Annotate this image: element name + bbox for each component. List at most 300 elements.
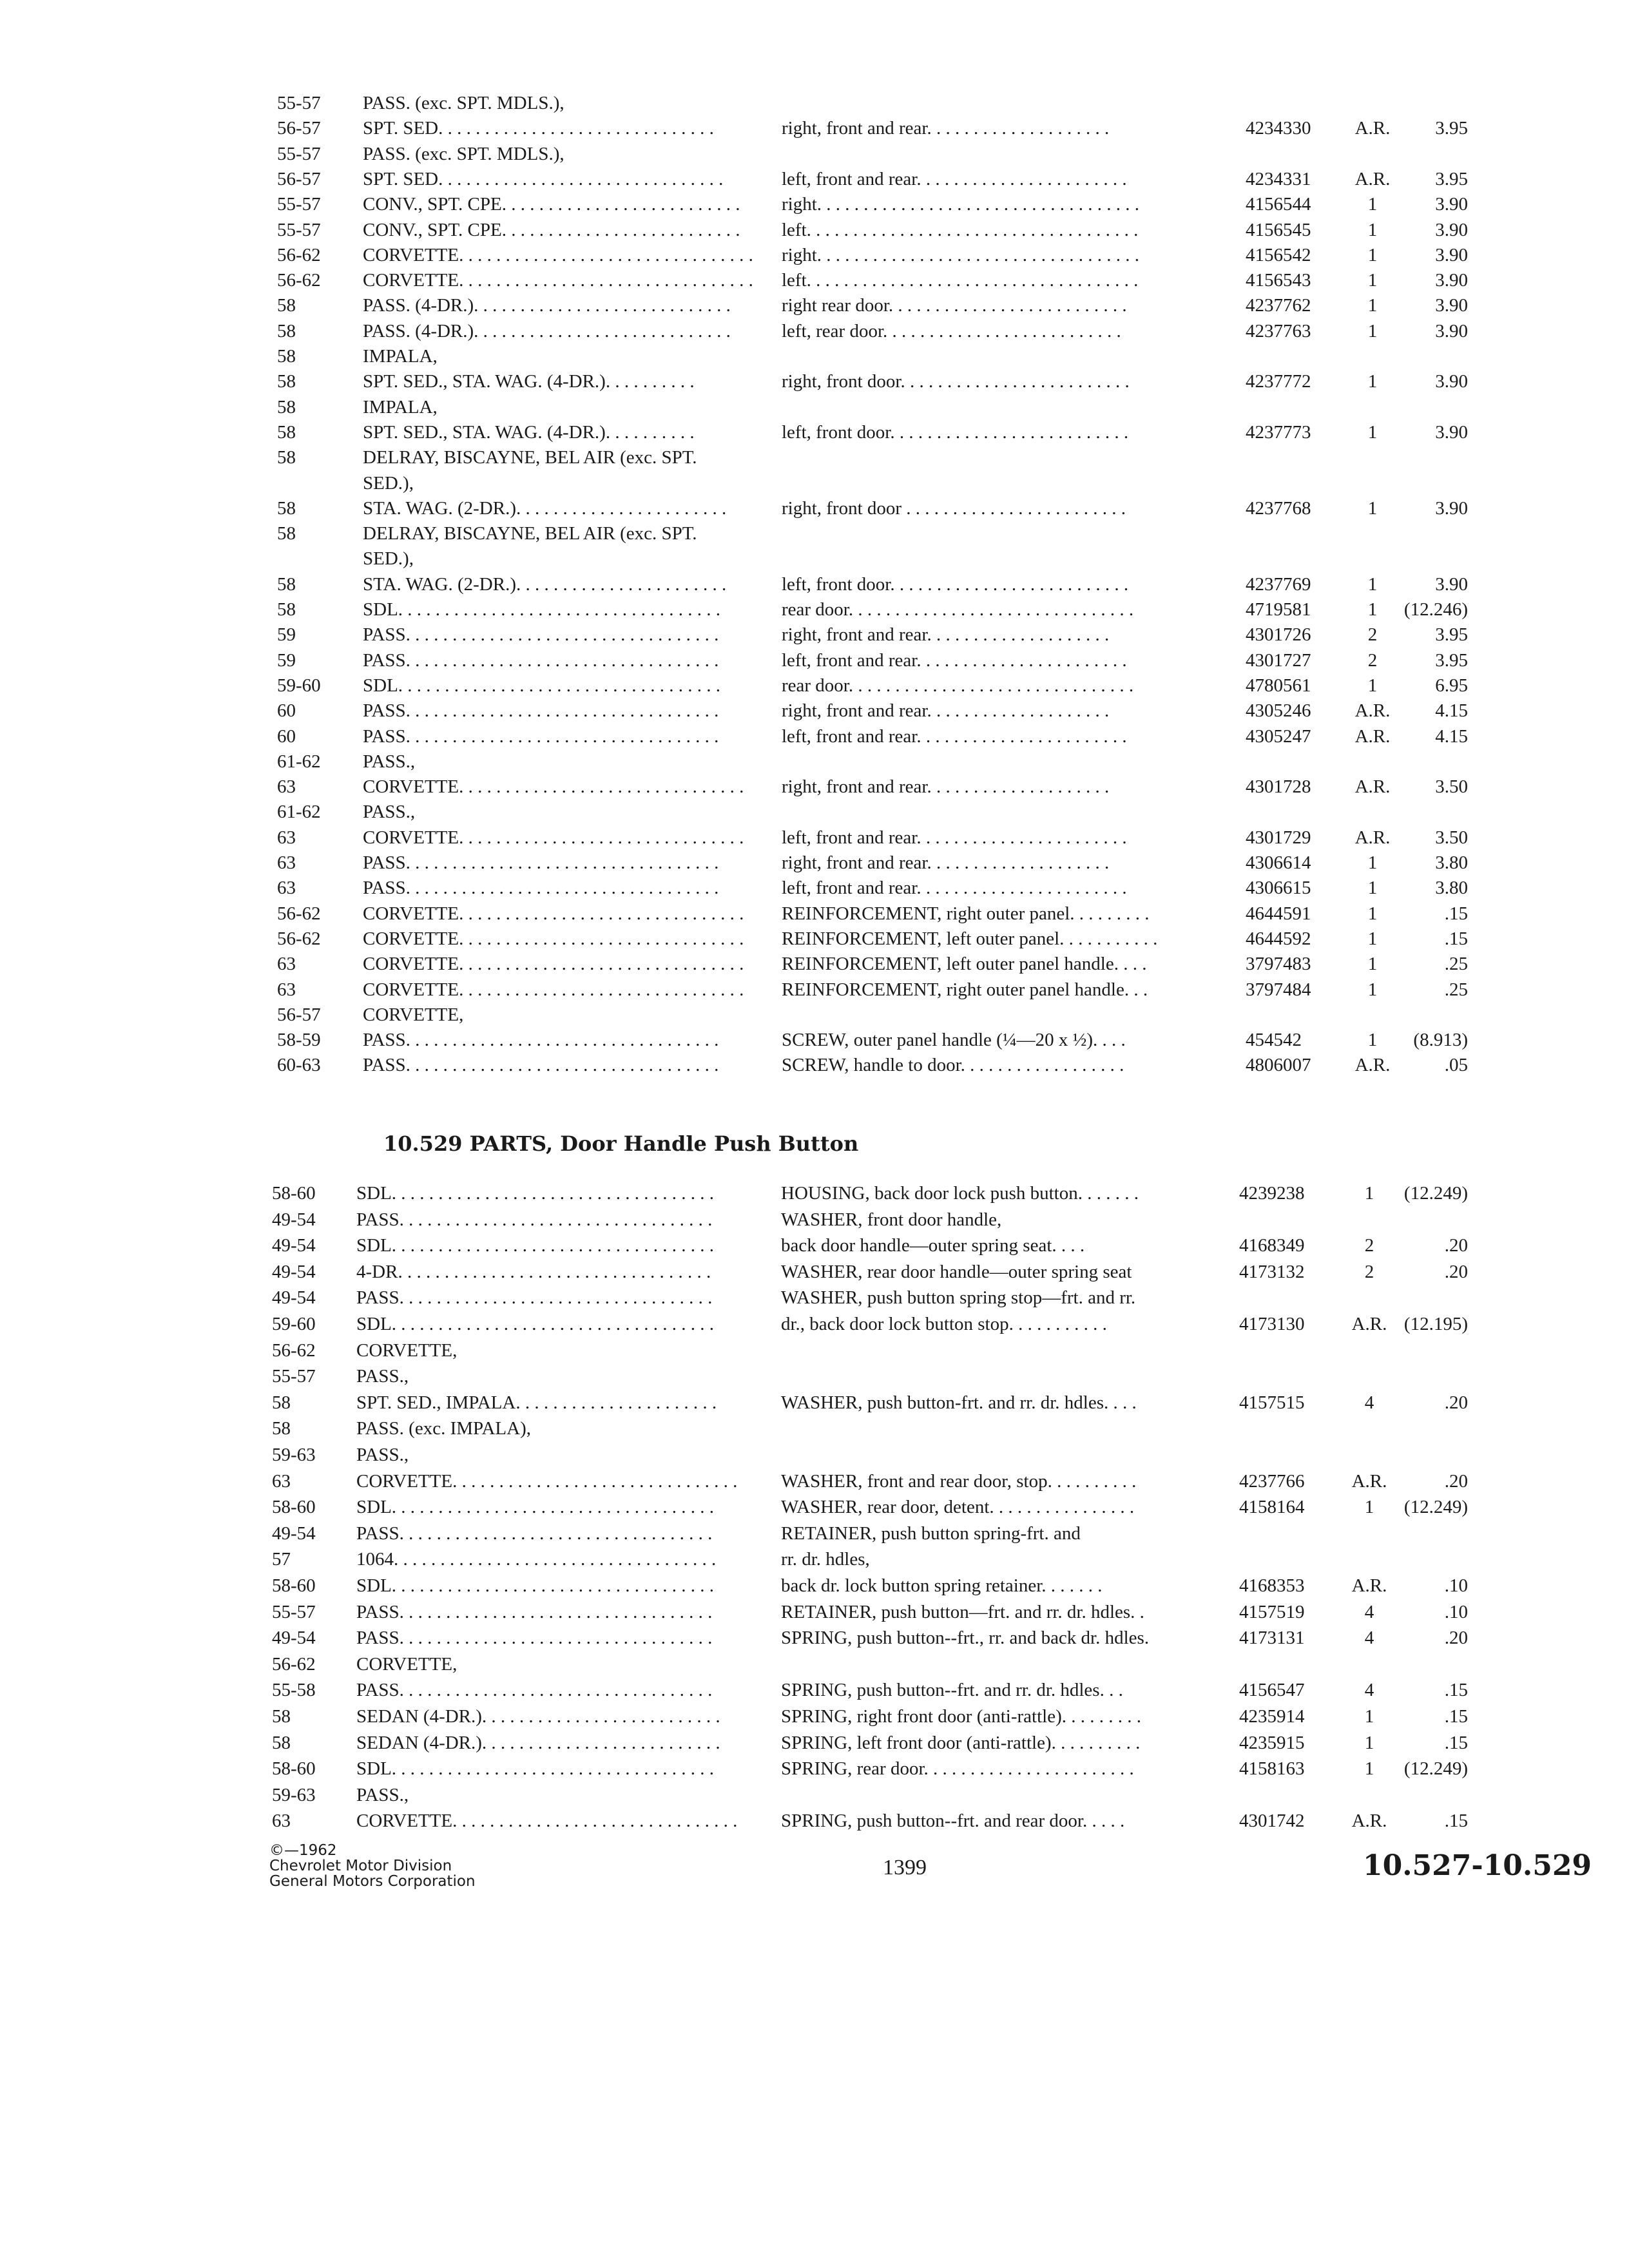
row-model: PASS. . . . . . . . . . . . . . . . . . . . . . . . . . . . . . . . . . [363, 1030, 719, 1051]
row-years: 59-63 [272, 1445, 316, 1465]
parts-row [0, 1730, 1629, 1756]
row-part-number: 4173130 [1239, 1314, 1305, 1334]
row-description: REINFORCEMENT, left outer panel handle. . . . [782, 954, 1147, 975]
row-description: rear door. . . . . . . . . . . . . . . . . . . . . . . . . . . . . . . [782, 675, 1134, 696]
row-quantity: 1 [1367, 878, 1378, 899]
row-years: 58-60 [272, 1497, 316, 1518]
row-description: left. . . . . . . . . . . . . . . . . . . . . . . . . . . . . . . . . . . . [782, 219, 1139, 240]
row-years: 60-63 [277, 1055, 321, 1076]
parts-row [0, 546, 1629, 572]
row-model: PASS. . . . . . . . . . . . . . . . . . . . . . . . . . . . . . . . . . [356, 1628, 713, 1649]
row-part-number: 4156543 [1246, 270, 1311, 291]
row-price: (8.913) [1413, 1030, 1468, 1051]
row-part-number: 4156544 [1246, 194, 1311, 215]
row-description: REINFORCEMENT, right outer panel handle. . . [782, 979, 1148, 1000]
row-quantity: A.R. [1354, 700, 1391, 722]
row-quantity: A.R. [1354, 1055, 1391, 1076]
row-price: 3.95 [1435, 118, 1468, 139]
row-model: SPT. SED., STA. WAG. (4-DR.). . . . . . . . . . [363, 421, 695, 443]
row-part-number: 4301728 [1246, 776, 1311, 798]
row-model: PASS. . . . . . . . . . . . . . . . . . . . . . . . . . . . . . . . . . [363, 1055, 719, 1076]
row-part-number: 4644592 [1246, 928, 1311, 949]
row-model: SDL. . . . . . . . . . . . . . . . . . . . . . . . . . . . . . . . . . . [356, 1497, 715, 1518]
row-years: 56-62 [277, 270, 321, 291]
row-years: 55-57 [277, 219, 321, 240]
row-part-number: 4305246 [1246, 700, 1311, 722]
row-part-number: 4156547 [1239, 1680, 1305, 1701]
row-price: 3.95 [1435, 649, 1468, 671]
row-price: .20 [1444, 1628, 1468, 1649]
row-years: 49-54 [272, 1235, 316, 1256]
parts-row [0, 1808, 1629, 1834]
row-part-number: 4168353 [1239, 1575, 1305, 1596]
parts-row [0, 774, 1629, 800]
parts-row [0, 1311, 1629, 1337]
row-price: (12.249) [1403, 1497, 1468, 1518]
row-price: 3.90 [1435, 573, 1468, 595]
row-years: 49-54 [272, 1287, 316, 1309]
row-quantity: 1 [1364, 1732, 1374, 1753]
row-years: 56-62 [277, 928, 321, 949]
row-quantity: 1 [1367, 270, 1378, 291]
parts-row [0, 293, 1629, 318]
row-part-number: 454542 [1246, 1030, 1302, 1051]
row-years: 56-57 [277, 168, 321, 189]
parts-row [0, 419, 1629, 445]
row-part-number: 4237769 [1246, 573, 1311, 595]
row-model: PASS. . . . . . . . . . . . . . . . . . . . . . . . . . . . . . . . . . [363, 878, 719, 899]
row-price: 3.50 [1435, 776, 1468, 798]
row-model: CORVETTE. . . . . . . . . . . . . . . . . . . . . . . . . . . . . . . [363, 776, 744, 798]
row-quantity: 1 [1367, 1030, 1378, 1051]
row-part-number: 4158163 [1239, 1758, 1305, 1780]
row-description: REINFORCEMENT, left outer panel. . . . . . . . . . . [782, 928, 1158, 949]
row-part-number: 4237773 [1246, 421, 1311, 443]
row-description: right. . . . . . . . . . . . . . . . . . . . . . . . . . . . . . . . . . . [782, 244, 1140, 265]
row-years: 57 [272, 1549, 291, 1570]
parts-row [0, 1442, 1629, 1468]
row-model: PASS., [363, 802, 416, 823]
row-description: right, front and rear. . . . . . . . . . . . . . . . . . . . [782, 624, 1110, 646]
row-model: CORVETTE, [356, 1340, 458, 1361]
row-price: 3.95 [1435, 624, 1468, 646]
row-model: PASS. . . . . . . . . . . . . . . . . . . . . . . . . . . . . . . . . . [356, 1523, 713, 1544]
row-model: SED.), [363, 472, 414, 494]
parts-row [0, 875, 1629, 901]
row-years: 56-62 [277, 903, 321, 924]
row-quantity: 4 [1364, 1680, 1374, 1701]
row-quantity: A.R. [1354, 726, 1391, 747]
row-model: 4-DR. . . . . . . . . . . . . . . . . . . . . . . . . . . . . . . . . . [356, 1261, 711, 1282]
page-number: 1399 [883, 1856, 927, 1879]
row-years: 58 [277, 346, 296, 367]
row-description: WASHER, rear door handle—outer spring seat [781, 1261, 1132, 1282]
parts-row [0, 394, 1629, 420]
row-part-number: 4173132 [1239, 1261, 1305, 1282]
parts-row [0, 242, 1629, 268]
row-model: PASS. (exc. SPT. MDLS.), [363, 143, 564, 164]
row-years: 55-57 [272, 1366, 316, 1387]
row-quantity: 1 [1367, 421, 1378, 443]
row-part-number: 4157519 [1239, 1601, 1305, 1622]
row-price: 3.90 [1435, 244, 1468, 265]
row-quantity: 4 [1364, 1392, 1374, 1413]
row-years: 59-63 [272, 1784, 316, 1805]
row-model: CONV., SPT. CPE. . . . . . . . . . . . . . . . . . . . . . . . . . [363, 194, 740, 215]
row-model: SPT. SED. . . . . . . . . . . . . . . . . . . . . . . . . . . . . . [363, 118, 714, 139]
row-model: PASS., [356, 1366, 409, 1387]
row-price: .05 [1444, 1055, 1468, 1076]
parts-row [0, 1207, 1629, 1233]
parts-row [0, 850, 1629, 876]
row-description: rr. dr. hdles, [781, 1549, 870, 1570]
row-model: CORVETTE. . . . . . . . . . . . . . . . . . . . . . . . . . . . . . . . [363, 270, 753, 291]
row-quantity: A.R. [1354, 776, 1391, 798]
row-part-number: 3797484 [1246, 979, 1311, 1000]
row-price: 4.15 [1435, 700, 1468, 722]
row-price: 3.90 [1435, 295, 1468, 316]
row-years: 58-60 [272, 1183, 316, 1204]
row-years: 56-62 [272, 1340, 316, 1361]
row-description: SCREW, outer panel handle (¼—20 x ½). . . . [782, 1030, 1126, 1051]
parts-row [0, 217, 1629, 243]
row-model: CORVETTE. . . . . . . . . . . . . . . . . . . . . . . . . . . . . . . . [363, 244, 753, 265]
row-part-number: 4306615 [1246, 878, 1311, 899]
row-part-number: 4235915 [1239, 1732, 1305, 1753]
row-model: STA. WAG. (2-DR.). . . . . . . . . . . . . . . . . . . . . . . [363, 497, 727, 519]
row-years: 63 [272, 1811, 291, 1832]
row-model: SDL. . . . . . . . . . . . . . . . . . . . . . . . . . . . . . . . . . . [356, 1183, 715, 1204]
row-price: 3.90 [1435, 421, 1468, 443]
row-description: WASHER, rear door, detent. . . . . . . . . . . . . . . . [781, 1497, 1135, 1518]
row-model: CONV., SPT. CPE. . . . . . . . . . . . . . . . . . . . . . . . . . [363, 219, 740, 240]
parts-row [0, 698, 1629, 724]
row-price: 3.90 [1435, 497, 1468, 519]
row-model: PASS., [356, 1784, 409, 1805]
row-price: .10 [1444, 1575, 1468, 1596]
parts-row [0, 799, 1629, 825]
row-part-number: 4156542 [1246, 244, 1311, 265]
row-model: PASS. . . . . . . . . . . . . . . . . . . . . . . . . . . . . . . . . . [356, 1287, 713, 1309]
row-price: 3.80 [1435, 878, 1468, 899]
row-quantity: 1 [1367, 928, 1378, 949]
row-model: SEDAN (4-DR.). . . . . . . . . . . . . . . . . . . . . . . . . . [356, 1706, 720, 1727]
row-description: left. . . . . . . . . . . . . . . . . . . . . . . . . . . . . . . . . . . . [782, 270, 1139, 291]
row-part-number: 3797483 [1246, 954, 1311, 975]
parts-row [0, 90, 1629, 116]
parts-row [0, 1625, 1629, 1651]
row-description: left, front and rear. . . . . . . . . . . . . . . . . . . . . . . [782, 649, 1127, 671]
parts-row [0, 901, 1629, 927]
row-description: right, front and rear. . . . . . . . . . . . . . . . . . . . [782, 700, 1110, 722]
row-price: 3.90 [1435, 320, 1468, 341]
row-price: .15 [1444, 1680, 1468, 1701]
row-description: REINFORCEMENT, right outer panel. . . . . . . . . [782, 903, 1150, 924]
parts-row [0, 673, 1629, 698]
row-price: .15 [1444, 1732, 1468, 1753]
row-years: 59-60 [277, 675, 321, 696]
row-years: 58 [277, 573, 296, 595]
parts-row [0, 1259, 1629, 1285]
parts-row [0, 267, 1629, 293]
parts-row [0, 141, 1629, 167]
row-part-number: 4780561 [1246, 675, 1311, 696]
row-description: HOUSING, back door lock push button. . . . . . . [781, 1183, 1139, 1204]
row-description: right, front door . . . . . . . . . . . . . . . . . . . . . . . . [782, 497, 1126, 519]
row-description: WASHER, push button spring stop—frt. and rr. [781, 1287, 1136, 1309]
row-years: 58 [277, 421, 296, 443]
parts-row [0, 191, 1629, 217]
row-years: 59 [277, 649, 296, 671]
row-price: .15 [1444, 1811, 1468, 1832]
row-quantity: 1 [1367, 903, 1378, 924]
row-years: 56-62 [272, 1653, 316, 1675]
row-description: RETAINER, push button—frt. and rr. dr. hdles. . [781, 1601, 1144, 1622]
row-quantity: A.R. [1354, 827, 1391, 848]
row-quantity: 1 [1364, 1497, 1374, 1518]
row-quantity: 2 [1367, 649, 1378, 671]
row-part-number: 4237766 [1239, 1470, 1305, 1492]
row-part-number: 4237768 [1246, 497, 1311, 519]
section-title: 10.529 PARTS, Door Handle Push Button [383, 1131, 859, 1156]
row-description: rear door. . . . . . . . . . . . . . . . . . . . . . . . . . . . . . . [782, 599, 1134, 620]
row-quantity: 1 [1367, 599, 1378, 620]
parts-row [0, 926, 1629, 952]
parts-row [0, 1521, 1629, 1546]
row-quantity: 4 [1364, 1601, 1374, 1622]
row-years: 58 [272, 1418, 291, 1439]
parts-row [0, 1573, 1629, 1599]
row-quantity: 1 [1367, 295, 1378, 316]
parts-row [0, 1363, 1629, 1389]
row-description: right, front and rear. . . . . . . . . . . . . . . . . . . . [782, 118, 1110, 139]
row-description: WASHER, push button-frt. and rr. dr. hdles. . . . [781, 1392, 1137, 1413]
row-model: PASS. . . . . . . . . . . . . . . . . . . . . . . . . . . . . . . . . . [363, 726, 719, 747]
row-quantity: 1 [1367, 371, 1378, 392]
row-years: 59-60 [272, 1314, 316, 1334]
row-years: 49-54 [272, 1209, 316, 1230]
row-years: 63 [277, 776, 296, 798]
row-quantity: 2 [1364, 1235, 1374, 1256]
row-quantity: 1 [1367, 219, 1378, 240]
row-description: right. . . . . . . . . . . . . . . . . . . . . . . . . . . . . . . . . . . [782, 194, 1140, 215]
row-model: CORVETTE. . . . . . . . . . . . . . . . . . . . . . . . . . . . . . . [363, 928, 744, 949]
row-description: SPRING, right front door (anti-rattle). . . . . . . . . [781, 1706, 1141, 1727]
row-years: 55-58 [272, 1680, 316, 1701]
row-quantity: 1 [1367, 573, 1378, 595]
row-model: DELRAY, BISCAYNE, BEL AIR (exc. SPT. [363, 447, 697, 468]
parts-row [0, 825, 1629, 850]
parts-row [0, 951, 1629, 977]
row-price: .20 [1444, 1261, 1468, 1282]
row-years: 49-54 [272, 1523, 316, 1544]
parts-row [0, 572, 1629, 597]
row-model: PASS., [356, 1445, 409, 1465]
row-model: SDL. . . . . . . . . . . . . . . . . . . . . . . . . . . . . . . . . . . [363, 675, 721, 696]
row-years: 55-57 [272, 1601, 316, 1622]
row-years: 56-62 [277, 244, 321, 265]
row-description: WASHER, front door handle, [781, 1209, 1002, 1230]
row-years: 56-57 [277, 118, 321, 139]
row-quantity: 1 [1364, 1706, 1374, 1727]
row-description: SPRING, push button--frt. and rear door. . . . . [781, 1811, 1125, 1832]
row-years: 60 [277, 700, 296, 722]
row-model: PASS. . . . . . . . . . . . . . . . . . . . . . . . . . . . . . . . . . [363, 649, 719, 671]
row-part-number: 4239238 [1239, 1183, 1305, 1204]
row-years: 60 [277, 726, 296, 747]
row-price: .20 [1444, 1235, 1468, 1256]
parts-row [0, 521, 1629, 546]
row-quantity: 1 [1367, 244, 1378, 265]
row-price: .25 [1444, 954, 1468, 975]
row-model: 1064. . . . . . . . . . . . . . . . . . . . . . . . . . . . . . . . . . . [356, 1549, 717, 1570]
row-quantity: 1 [1367, 675, 1378, 696]
parts-row [0, 1704, 1629, 1729]
row-quantity: 1 [1367, 194, 1378, 215]
row-model: PASS. . . . . . . . . . . . . . . . . . . . . . . . . . . . . . . . . . [356, 1209, 713, 1230]
row-model: PASS. (4-DR.). . . . . . . . . . . . . . . . . . . . . . . . . . . . [363, 320, 731, 341]
row-part-number: 4305247 [1246, 726, 1311, 747]
row-years: 58 [272, 1732, 291, 1753]
row-model: IMPALA, [363, 346, 438, 367]
parts-row [0, 1285, 1629, 1311]
row-model: PASS. (exc. IMPALA), [356, 1418, 531, 1439]
row-description: left, rear door. . . . . . . . . . . . . . . . . . . . . . . . . . [782, 320, 1121, 341]
row-years: 61-62 [277, 751, 321, 772]
row-model: PASS. . . . . . . . . . . . . . . . . . . . . . . . . . . . . . . . . . [356, 1680, 713, 1701]
row-years: 58 [277, 497, 296, 519]
row-price: .10 [1444, 1601, 1468, 1622]
footer-copyright: ©—1962 [269, 1842, 337, 1859]
row-description: left, front and rear. . . . . . . . . . . . . . . . . . . . . . . [782, 827, 1127, 848]
row-price: (12.195) [1403, 1314, 1468, 1334]
row-model: SDL. . . . . . . . . . . . . . . . . . . . . . . . . . . . . . . . . . . [356, 1235, 715, 1256]
row-model: CORVETTE. . . . . . . . . . . . . . . . . . . . . . . . . . . . . . . [363, 979, 744, 1000]
row-quantity: 1 [1367, 497, 1378, 519]
parts-row [0, 1546, 1629, 1572]
row-years: 63 [277, 827, 296, 848]
row-part-number: 4235914 [1239, 1706, 1305, 1727]
row-price: .20 [1444, 1470, 1468, 1492]
parts-row [0, 749, 1629, 774]
row-years: 58-60 [272, 1758, 316, 1780]
row-years: 63 [277, 979, 296, 1000]
row-price: 3.80 [1435, 852, 1468, 873]
row-model: IMPALA, [363, 396, 438, 418]
row-price: .15 [1444, 928, 1468, 949]
row-model: STA. WAG. (2-DR.). . . . . . . . . . . . . . . . . . . . . . . [363, 573, 727, 595]
row-years: 49-54 [272, 1628, 316, 1649]
parts-row [0, 1599, 1629, 1625]
row-part-number: 4156545 [1246, 219, 1311, 240]
row-quantity: 1 [1367, 320, 1378, 341]
row-part-number: 4301729 [1246, 827, 1311, 848]
row-price: 6.95 [1435, 675, 1468, 696]
row-part-number: 4301727 [1246, 649, 1311, 671]
row-part-number: 4301726 [1246, 624, 1311, 646]
row-quantity: A.R. [1351, 1575, 1387, 1596]
row-model: CORVETTE. . . . . . . . . . . . . . . . . . . . . . . . . . . . . . . [356, 1811, 738, 1832]
row-part-number: 4237772 [1246, 371, 1311, 392]
parts-row [0, 1651, 1629, 1677]
parts-row [0, 1180, 1629, 1206]
row-model: DELRAY, BISCAYNE, BEL AIR (exc. SPT. [363, 523, 697, 544]
row-price: .15 [1444, 903, 1468, 924]
row-description: RETAINER, push button spring-frt. and [781, 1523, 1081, 1544]
row-price: (12.249) [1403, 1758, 1468, 1780]
row-model: PASS. . . . . . . . . . . . . . . . . . . . . . . . . . . . . . . . . . [363, 852, 719, 873]
row-years: 55-57 [277, 194, 321, 215]
row-quantity: 1 [1367, 979, 1378, 1000]
row-description: WASHER, front and rear door, stop. . . . . . . . . . [781, 1470, 1137, 1492]
row-model: CORVETTE. . . . . . . . . . . . . . . . . . . . . . . . . . . . . . . [363, 954, 744, 975]
parts-row [0, 1027, 1629, 1053]
row-model: CORVETTE. . . . . . . . . . . . . . . . . . . . . . . . . . . . . . . [363, 827, 744, 848]
row-price: 4.15 [1435, 726, 1468, 747]
row-part-number: 4234330 [1246, 118, 1311, 139]
row-years: 58-59 [277, 1030, 321, 1051]
row-model: SDL. . . . . . . . . . . . . . . . . . . . . . . . . . . . . . . . . . . [356, 1758, 715, 1780]
footer-division: Chevrolet Motor Division [269, 1858, 452, 1874]
row-years: 63 [272, 1470, 291, 1492]
row-model: SED.), [363, 548, 414, 570]
row-quantity: 1 [1367, 954, 1378, 975]
row-quantity: A.R. [1351, 1314, 1387, 1334]
parts-row [0, 1233, 1629, 1258]
row-description: left, front and rear. . . . . . . . . . . . . . . . . . . . . . . [782, 726, 1127, 747]
row-model: SDL. . . . . . . . . . . . . . . . . . . . . . . . . . . . . . . . . . . [356, 1314, 715, 1334]
row-model: PASS. . . . . . . . . . . . . . . . . . . . . . . . . . . . . . . . . . [363, 700, 719, 722]
parts-row [0, 1390, 1629, 1416]
row-description: left, front and rear. . . . . . . . . . . . . . . . . . . . . . . [782, 168, 1127, 189]
footer-publisher [269, 1843, 476, 1889]
row-description: SCREW, handle to door. . . . . . . . . . . . . . . . . . [782, 1055, 1124, 1076]
row-price: .20 [1444, 1392, 1468, 1413]
row-model: CORVETTE, [356, 1653, 458, 1675]
row-description: right, front and rear. . . . . . . . . . . . . . . . . . . . [782, 852, 1110, 873]
row-part-number: 4158164 [1239, 1497, 1305, 1518]
row-part-number: 4173131 [1239, 1628, 1305, 1649]
row-years: 58 [277, 447, 296, 468]
row-description: SPRING, rear door. . . . . . . . . . . . . . . . . . . . . . . [781, 1758, 1134, 1780]
row-model: PASS. . . . . . . . . . . . . . . . . . . . . . . . . . . . . . . . . . [363, 624, 719, 646]
row-quantity: 2 [1367, 624, 1378, 646]
row-price: 3.90 [1435, 270, 1468, 291]
row-model: SPT. SED., IMPALA. . . . . . . . . . . . . . . . . . . . . . [356, 1392, 717, 1413]
row-years: 63 [277, 954, 296, 975]
row-price: .15 [1444, 1706, 1468, 1727]
row-price: 3.50 [1435, 827, 1468, 848]
row-quantity: 2 [1364, 1261, 1374, 1282]
row-description: dr., back door lock button stop. . . . . . . . . . . [781, 1314, 1107, 1334]
row-quantity: 1 [1367, 852, 1378, 873]
row-quantity: A.R. [1354, 118, 1391, 139]
row-quantity: 1 [1364, 1758, 1374, 1780]
row-part-number: 4157515 [1239, 1392, 1305, 1413]
parts-row [0, 622, 1629, 648]
row-years: 58 [272, 1392, 291, 1413]
parts-row [0, 597, 1629, 622]
row-model: SPT. SED., STA. WAG. (4-DR.). . . . . . . . . . [363, 371, 695, 392]
row-model: SDL. . . . . . . . . . . . . . . . . . . . . . . . . . . . . . . . . . . [363, 599, 721, 620]
row-years: 63 [277, 852, 296, 873]
parts-row [0, 318, 1629, 344]
row-years: 58 [272, 1706, 291, 1727]
parts-row [0, 648, 1629, 673]
row-description: SPRING, push button--frt., rr. and back dr. hdles. [781, 1628, 1150, 1649]
parts-row [0, 1416, 1629, 1441]
footer-corporation: General Motors Corporation [269, 1873, 476, 1890]
